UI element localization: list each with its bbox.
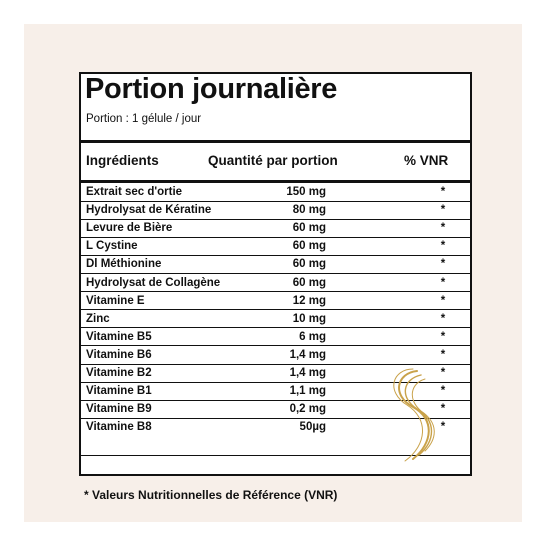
header-quantity: Quantité par portion (208, 153, 338, 168)
header-ingredients: Ingrédients (86, 153, 159, 168)
footnote: * Valeurs Nutritionnelles de Référence (VNR) (84, 488, 338, 502)
ingredient-vnr: * (440, 330, 446, 343)
ingredient-quantity: 10 mg (292, 312, 326, 325)
ingredient-name: Hydrolysat de Collagène (86, 276, 221, 289)
ingredient-name: Zinc (86, 312, 110, 325)
ingredient-quantity: 60 mg (292, 222, 326, 235)
ingredient-vnr: * (440, 258, 446, 271)
ingredient-quantity: 60 mg (292, 258, 326, 271)
ingredient-name: Vitamine B9 (86, 403, 152, 416)
header-vnr: % VNR (404, 153, 449, 168)
ingredient-vnr: * (440, 403, 446, 416)
ingredient-name: Hydrolysat de Kératine (86, 204, 212, 217)
ingredient-quantity: 50µg (299, 421, 326, 434)
ingredient-name: Vitamine B1 (86, 385, 152, 398)
ingredient-name: L Cystine (86, 240, 138, 253)
ingredient-vnr: * (440, 204, 446, 217)
ingredient-name: Vitamine B6 (86, 348, 152, 361)
ingredient-vnr: * (440, 294, 446, 307)
ingredient-vnr: * (440, 421, 446, 434)
ingredient-quantity: 80 mg (292, 204, 326, 217)
ingredient-vnr: * (440, 348, 446, 361)
portion-text: Portion : 1 gélule / jour (86, 113, 202, 125)
ingredient-name: Levure de Bière (86, 222, 173, 235)
ingredient-vnr: * (440, 367, 446, 379)
ingredient-quantity: 60 mg (292, 276, 326, 289)
ingredient-quantity: 6 mg (299, 330, 326, 343)
ingredient-name: Vitamine B5 (86, 330, 152, 343)
ingredient-quantity: 1,4 mg (289, 348, 326, 361)
ingredient-quantity: 0,2 mg (289, 403, 326, 416)
ingredient-quantity: 12 mg (292, 294, 326, 307)
ingredient-quantity: 150 mg (286, 186, 326, 198)
ingredient-vnr: * (440, 222, 446, 235)
ingredient-quantity: 1,4 mg (289, 367, 326, 379)
ingredient-vnr: * (440, 385, 446, 398)
ingredient-name: Vitamine E (86, 294, 145, 307)
ingredient-quantity: 60 mg (292, 240, 326, 253)
ingredient-quantity: 1,1 mg (289, 385, 326, 398)
ingredient-vnr: * (440, 276, 446, 289)
divider-top (79, 140, 472, 143)
ingredient-vnr: * (440, 240, 446, 253)
ingredient-name: Dl Méthionine (86, 258, 162, 271)
page-title: Portion journalière (85, 73, 338, 105)
ingredient-name: Extrait sec d'ortie (86, 186, 183, 198)
ingredient-name: Vitamine B2 (86, 367, 152, 379)
gold-hair-swirl-icon (383, 365, 447, 465)
ingredient-name: Vitamine B8 (86, 421, 152, 434)
divider-header (79, 180, 472, 183)
ingredient-vnr: * (440, 312, 446, 325)
ingredient-vnr: * (440, 186, 446, 198)
